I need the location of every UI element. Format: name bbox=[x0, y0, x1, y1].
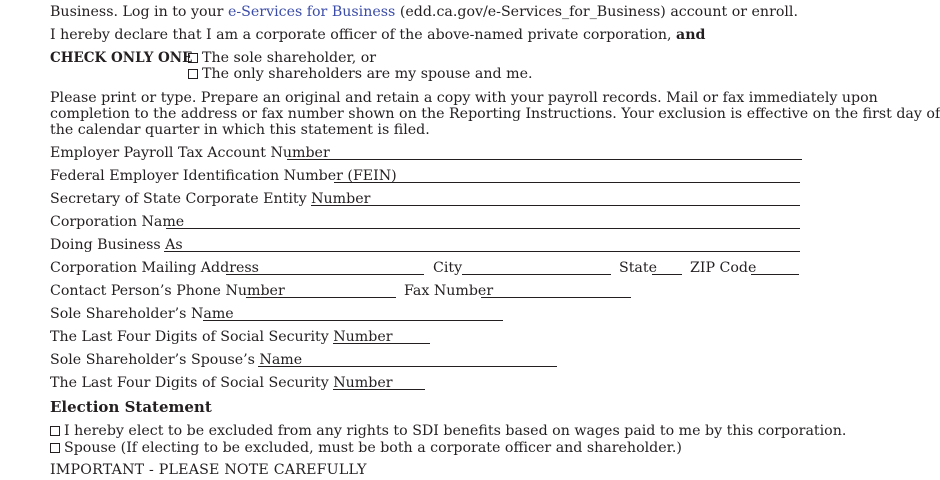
spouse-name-field[interactable] bbox=[258, 366, 557, 367]
option-sole-shareholder[interactable]: The sole shareholder, or bbox=[188, 50, 376, 66]
spouse-name-label: Sole Shareholder’s Spouse’s Name bbox=[50, 352, 303, 368]
city-field[interactable] bbox=[462, 274, 611, 275]
contact-phone-field[interactable] bbox=[246, 297, 396, 298]
declaration-text: I hereby declare that I am a corporate officer of the above-named private corporation, and bbox=[50, 27, 706, 43]
election-option-spouse[interactable]: Spouse (If electing to be excluded, must be both a corporate officer and shareholder.) bbox=[50, 440, 682, 456]
sos-entity-label: Secretary of State Corporate Entity Number bbox=[50, 191, 371, 207]
mailing-address-label: Corporation Mailing Address bbox=[50, 260, 259, 276]
ssn-last4-field-1[interactable] bbox=[333, 343, 430, 344]
instructions-line-2: completion to the address or fax number shown on the Reporting Instructions. Your exclusion is effective on the first day of bbox=[50, 106, 940, 122]
fax-label: Fax Number bbox=[404, 283, 494, 299]
e-services-link[interactable]: e-Services for Business bbox=[227, 4, 396, 20]
sole-shareholder-name-label: Sole Shareholder’s Name bbox=[50, 306, 234, 322]
election-spouse-checkbox[interactable] bbox=[50, 443, 60, 453]
fein-field[interactable] bbox=[334, 182, 800, 183]
sole-shareholder-checkbox[interactable] bbox=[188, 53, 198, 63]
election-heading: Election Statement bbox=[50, 398, 212, 416]
employer-payroll-field[interactable] bbox=[287, 159, 802, 160]
city-label: City bbox=[433, 260, 463, 276]
contact-phone-label: Contact Person’s Phone Number bbox=[50, 283, 285, 299]
spouse-shareholders-checkbox[interactable] bbox=[188, 69, 198, 79]
state-label: State bbox=[619, 260, 657, 276]
ssn-last4-field-2[interactable] bbox=[333, 389, 425, 390]
instructions-line-1: Please print or type. Prepare an original and retain a copy with your payroll records. Mail or fax immediately upon bbox=[50, 90, 878, 106]
important-notice: IMPORTANT - PLEASE NOTE CAREFULLY bbox=[50, 462, 367, 478]
sole-shareholder-name-field[interactable] bbox=[203, 320, 503, 321]
state-field[interactable] bbox=[652, 274, 682, 275]
corp-name-field[interactable] bbox=[166, 228, 800, 229]
intro-line: Business. Log in to your e-Services for Business (edd.ca.gov/e-Services_for_Business) account or enroll. bbox=[50, 4, 798, 20]
dba-label: Doing Business As bbox=[50, 237, 183, 253]
sos-entity-field[interactable] bbox=[311, 205, 800, 206]
zip-field[interactable] bbox=[751, 274, 799, 275]
election-self-checkbox[interactable] bbox=[50, 426, 60, 436]
ssn-last4-label-2: The Last Four Digits of Social Security Number bbox=[50, 375, 393, 391]
corp-name-label: Corporation Name bbox=[50, 214, 185, 230]
mailing-address-field[interactable] bbox=[226, 274, 424, 275]
fax-field[interactable] bbox=[481, 297, 631, 298]
zip-label: ZIP Code bbox=[690, 260, 757, 276]
check-only-one-label: CHECK ONLY ONE bbox=[50, 50, 193, 66]
option-spouse-shareholders[interactable]: The only shareholders are my spouse and me. bbox=[188, 66, 532, 82]
election-option-self[interactable]: I hereby elect to be excluded from any rights to SDI benefits based on wages paid to me by this corporation. bbox=[50, 423, 846, 439]
ssn-last4-label-1: The Last Four Digits of Social Security Number bbox=[50, 329, 393, 345]
fein-label: Federal Employer Identification Number (FEIN) bbox=[50, 168, 397, 184]
dba-field[interactable] bbox=[164, 251, 800, 252]
instructions-line-3: the calendar quarter in which this statement is filed. bbox=[50, 122, 430, 138]
employer-payroll-label: Employer Payroll Tax Account Number bbox=[50, 145, 330, 161]
